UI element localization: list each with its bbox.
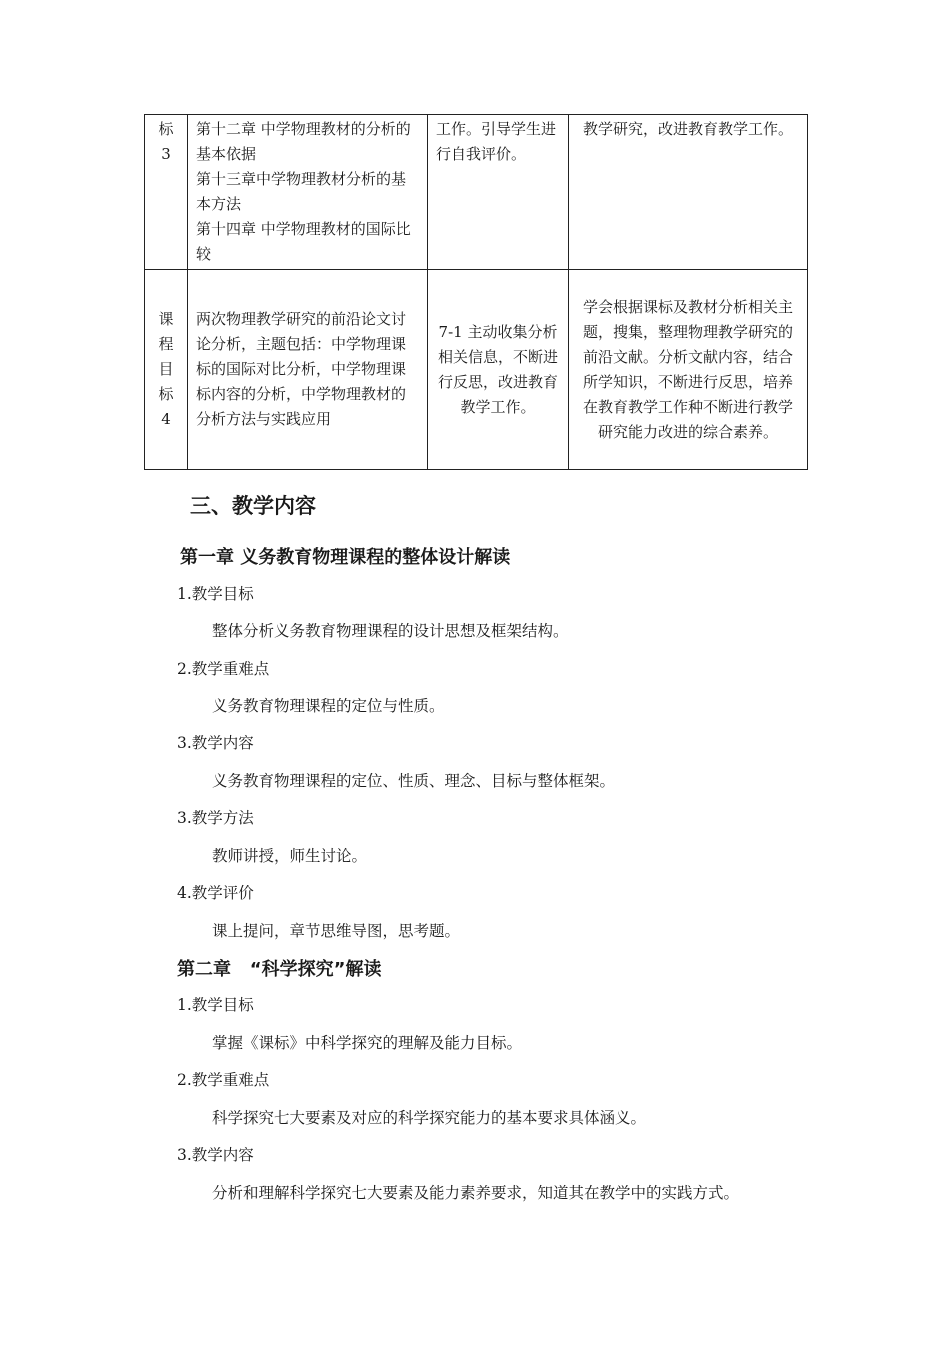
chapter1-text-keypoints: 义务教育物理课程的定位与性质。	[212, 697, 445, 715]
chapter1-text-content: 义务教育物理课程的定位、性质、理念、目标与整体框架。	[212, 772, 616, 790]
chapter1-title: 第一章 义务教育物理课程的整体设计解读	[180, 547, 511, 568]
objective-label-cell: 标 3	[145, 115, 188, 270]
chapter1-text-evaluation: 课上提问，章节思维导图，思考题。	[212, 922, 461, 940]
graduation-requirement-cell: 工作。引导学生进行自我评价。	[428, 115, 569, 270]
course-objectives-table	[144, 114, 808, 470]
objective-label-cell: 课 程 目 标 4	[145, 270, 188, 470]
chapter1-heading-keypoints: 2.教学重难点	[177, 660, 270, 678]
chapter1-text-objective: 整体分析义务教育物理课程的设计思想及框架结构。	[212, 622, 569, 640]
section-title: 三、教学内容	[190, 494, 316, 518]
table-row	[145, 270, 808, 470]
chapter1-heading-objective: 1.教学目标	[177, 585, 254, 603]
chapter1-text-method: 教师讲授，师生讨论。	[212, 847, 368, 865]
table-row	[145, 115, 808, 270]
chapter2-heading-content: 3.教学内容	[177, 1146, 254, 1164]
chapter1-heading-content: 3.教学内容	[177, 734, 254, 752]
chapter2-heading-objective: 1.教学目标	[177, 996, 254, 1014]
chapter2-heading-keypoints: 2.教学重难点	[177, 1071, 270, 1089]
ability-cell: 教学研究，改进教育教学工作。	[569, 115, 808, 270]
chapter2-text-objective: 掌握《课标》中科学探究的理解及能力目标。	[212, 1034, 523, 1052]
teaching-content-cell: 两次物理教学研究的前沿论文讨论分析，主题包括：中学物理课标的国际对比分析，中学物理课标内容的分析，中学物理教材的分析方法与实践应用	[188, 270, 428, 470]
chapter2-title: 第二章 “科学探究”解读	[177, 959, 382, 980]
chapter1-heading-method: 3.教学方法	[177, 809, 254, 827]
chapter1-heading-evaluation: 4.教学评价	[177, 884, 254, 902]
ability-cell: 学会根据课标及教材分析相关主题，搜集，整理物理教学研究的前沿文献。分析文献内容，结合所学知识，不断进行反思，培养在教育教学工作种不断进行教学研究能力改进的综合素养。	[569, 270, 808, 470]
graduation-requirement-cell: 7-1 主动收集分析相关信息，不断进行反思，改进教育教学工作。	[428, 270, 569, 470]
teaching-content-cell: 第十二章 中学物理教材的分析的基本依据 第十三章中学物理教材分析的基本方法 第十四章 中学物理教材的国际比较	[188, 115, 428, 270]
chapter2-text-content: 分析和理解科学探究七大要素及能力素养要求，知道其在教学中的实践方式。	[212, 1184, 740, 1202]
chapter2-text-keypoints: 科学探究七大要素及对应的科学探究能力的基本要求具体涵义。	[212, 1109, 647, 1127]
